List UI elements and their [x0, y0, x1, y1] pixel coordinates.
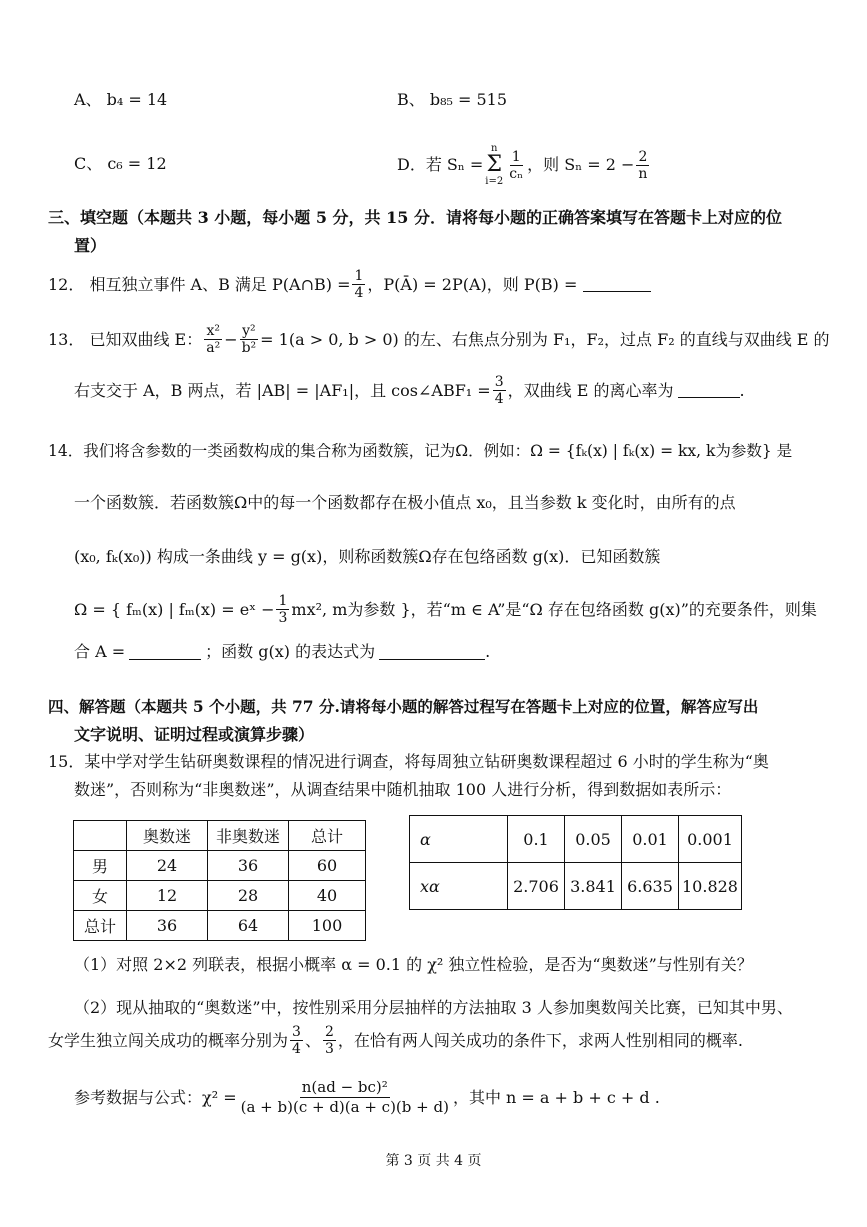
question-14-line2: 一个函数簇．若函数簇Ω中的每一个函数都存在极小值点 x₀，且当参数 k 变化时，由所有的点: [74, 493, 736, 512]
option-a: A、 b₄ = 14: [74, 90, 168, 109]
question-14-line5: [74, 641, 490, 663]
section4-title-line1: 四、解答题（本题共 5 个小题，共 77 分.请将每小题的解答过程写在答题卡上对应的位置，解答应写出: [48, 697, 759, 716]
table-cell: 64: [208, 911, 289, 941]
option-c: C、 c₆ = 12: [74, 154, 167, 173]
option-d-mid: ，则 Sₙ = 2 −: [527, 155, 635, 174]
question-13-line1: [48, 323, 830, 356]
q14-text-d: ；函数 g(x) 的表达式为: [205, 642, 376, 661]
q13-minus: −: [224, 329, 238, 349]
frac-den: b²: [241, 340, 257, 356]
section3-title-line2: 置）: [74, 236, 107, 255]
frac-den: 4: [494, 391, 504, 407]
question-15-part2-line2: [48, 1024, 743, 1057]
option-d-fraction-2: [636, 149, 649, 182]
q14-text-c: 合 A =: [74, 642, 126, 661]
q13-text-c: 右支交于 A，B 两点，若 |AB| = |AF₁|，且 cos∠ABF₁ =: [74, 380, 491, 400]
option-b: B、 b₈₅ = 515: [397, 90, 508, 109]
option-d-fraction: [507, 149, 525, 182]
section4-title-line2: 文字说明、证明过程或演算步骤）: [74, 725, 315, 744]
q14-text-b: mx², m为参数 }，若“m ∈ A”是“Ω 存在包络函数 g(x)”的充要条件，则集: [291, 599, 817, 619]
table-cell: 60: [289, 851, 366, 881]
question-14-line1: 14．我们将含参数的一类函数构成的集合称为函数簇，记为Ω．例如：Ω = {fₖ(x) | fₖ(x) = kx, k为参数} 是: [48, 442, 793, 460]
frac-num: 3: [292, 1024, 301, 1040]
table-cell: α: [410, 816, 508, 863]
ref-text-a: 参考数据与公式：χ² =: [74, 1087, 237, 1107]
table-row: [74, 911, 366, 941]
answer-blank: [678, 383, 740, 398]
frac-num: 1: [511, 148, 521, 165]
question-14-line4: [74, 593, 817, 626]
table-cell: 100: [289, 911, 366, 941]
frac-den: a²: [206, 340, 221, 356]
answer-blank: [583, 277, 651, 292]
question-15-part2-line1: （2）现从抽取的“奥数迷”中，按性别采用分层抽样的方法抽取 3 人参加奥数闯关比赛，已知其中男、: [74, 998, 793, 1017]
q13-fraction-y: [240, 323, 259, 356]
table-cell: 3.841: [565, 863, 622, 910]
frac-num: 1: [354, 268, 364, 284]
section3-title-line1: 三、填空题（本题共 3 小题，每小题 5 分，共 15 分．请将每小题的正确答案填写在答题卡上对应的位: [48, 208, 782, 227]
table-cell: 0.05: [565, 816, 622, 863]
table-cell: 0.001: [679, 816, 742, 863]
q14-text-a: Ω = { fₘ(x) | fₘ(x) = eˣ −: [74, 599, 275, 619]
frac-den: (a + b)(c + d)(a + c)(b + d): [240, 1098, 449, 1116]
table-header-cell: 总计: [289, 821, 366, 851]
ref-text-b: ，其中 n = a + b + c + d .: [452, 1087, 660, 1107]
frac-den: 3: [278, 610, 288, 626]
frac-num: 2: [638, 148, 648, 165]
table-cell: 36: [208, 851, 289, 881]
q12-text-b: ，P(Ā) = 2P(A)，则 P(B) =: [367, 274, 578, 294]
answer-blank: [379, 645, 485, 660]
summation: [485, 143, 503, 187]
reference-formula: [74, 1078, 660, 1117]
question-15-line1: 15．某中学对学生钻研奥数课程的情况进行调查，将每周独立钻研奥数课程超过 6 小时的学生称为“奥: [48, 752, 769, 771]
frac-num: 1: [278, 593, 288, 609]
critical-value-table: [409, 815, 742, 910]
table-cell: 0.1: [508, 816, 565, 863]
q12-fraction: [352, 268, 365, 301]
q13-text-b: = 1(a > 0, b > 0) 的左、右焦点分别为 F₁，F₂，过点 F₂ 的直线与双曲线 E 的: [260, 329, 830, 349]
answer-blank: [129, 645, 201, 660]
sum-lower: i=2: [485, 176, 504, 187]
q15-text-a: 女学生独立闯关成功的概率分别为: [48, 1030, 289, 1050]
q13-fraction-cos: [493, 374, 506, 407]
option-d-prefix: D．若 Sₙ =: [397, 155, 484, 174]
q12-text-a: 12． 相互独立事件 A、B 满足 P(A∩B) =: [48, 274, 351, 294]
option-d: [397, 143, 651, 187]
table-cell: 6.635: [622, 863, 679, 910]
table-row: [74, 851, 366, 881]
question-15-part1: （1）对照 2×2 列联表，根据小概率 α = 0.1 的 χ² 独立性检验，是否为“奥数迷”与性别有关？: [74, 955, 753, 974]
frac-den: 4: [354, 285, 364, 301]
frac-den: n: [638, 165, 648, 182]
sum-sign: Σ: [486, 152, 503, 177]
table-header-row: [74, 821, 366, 851]
table-cell: 36: [127, 911, 208, 941]
table-row: [74, 881, 366, 911]
table-cell: 女: [74, 881, 127, 911]
q14-fraction: [276, 593, 289, 626]
table-cell: xα: [410, 863, 508, 910]
q13-fraction-x: [204, 323, 222, 356]
frac-den: 3: [324, 1041, 334, 1057]
q13-text-a: 13． 已知双曲线 E：: [48, 329, 203, 349]
table-cell: 男: [74, 851, 127, 881]
table-header-cell: [74, 821, 127, 851]
frac-num: 3: [494, 374, 504, 390]
table-header-cell: 奥数迷: [127, 821, 208, 851]
question-13-line2: [74, 374, 745, 407]
question-12: [48, 268, 651, 301]
table-cell: 28: [208, 881, 289, 911]
frac-num: n(ad − bc)²: [301, 1078, 388, 1096]
frac-num: x²: [206, 323, 220, 339]
q15-fraction-a: [290, 1024, 303, 1057]
q15-sep: 、: [304, 1030, 321, 1050]
frac-num: 2: [324, 1024, 334, 1040]
table-cell: 10.828: [679, 863, 742, 910]
chi-square-fraction: [239, 1078, 451, 1117]
table-row-alpha: [410, 816, 742, 863]
question-15-line2: 数迷”，否则称为“非奥数迷”，从调查结果中随机抽取 100 人进行分析，得到数据如表所示：: [74, 780, 732, 799]
q14-end: .: [485, 642, 491, 661]
table-cell: 2.706: [508, 863, 565, 910]
frac-den: cₙ: [509, 165, 524, 182]
table-cell: 总计: [74, 911, 127, 941]
sum-upper: n: [491, 143, 498, 154]
frac-num: y²: [242, 323, 256, 339]
page-footer: 第 3 页 共 4 页: [385, 1153, 482, 1169]
table-header-cell: 非奥数迷: [208, 821, 289, 851]
q13-text-d: ，双曲线 E 的离心率为: [507, 380, 674, 400]
q15-text-b: ，在恰有两人闯关成功的条件下，求两人性别相同的概率.: [337, 1030, 743, 1050]
frac-den: 4: [292, 1041, 301, 1057]
table-row-x: [410, 863, 742, 910]
table-cell: 24: [127, 851, 208, 881]
table-cell: 12: [127, 881, 208, 911]
q13-end: .: [739, 380, 745, 400]
contingency-table: [73, 820, 366, 941]
q15-fraction-b: [323, 1024, 336, 1057]
table-cell: 0.01: [622, 816, 679, 863]
question-14-line3: (x₀, fₖ(x₀)) 构成一条曲线 y = g(x)，则称函数簇Ω存在包络函数 g(x)．已知函数簇: [74, 547, 661, 566]
table-cell: 40: [289, 881, 366, 911]
